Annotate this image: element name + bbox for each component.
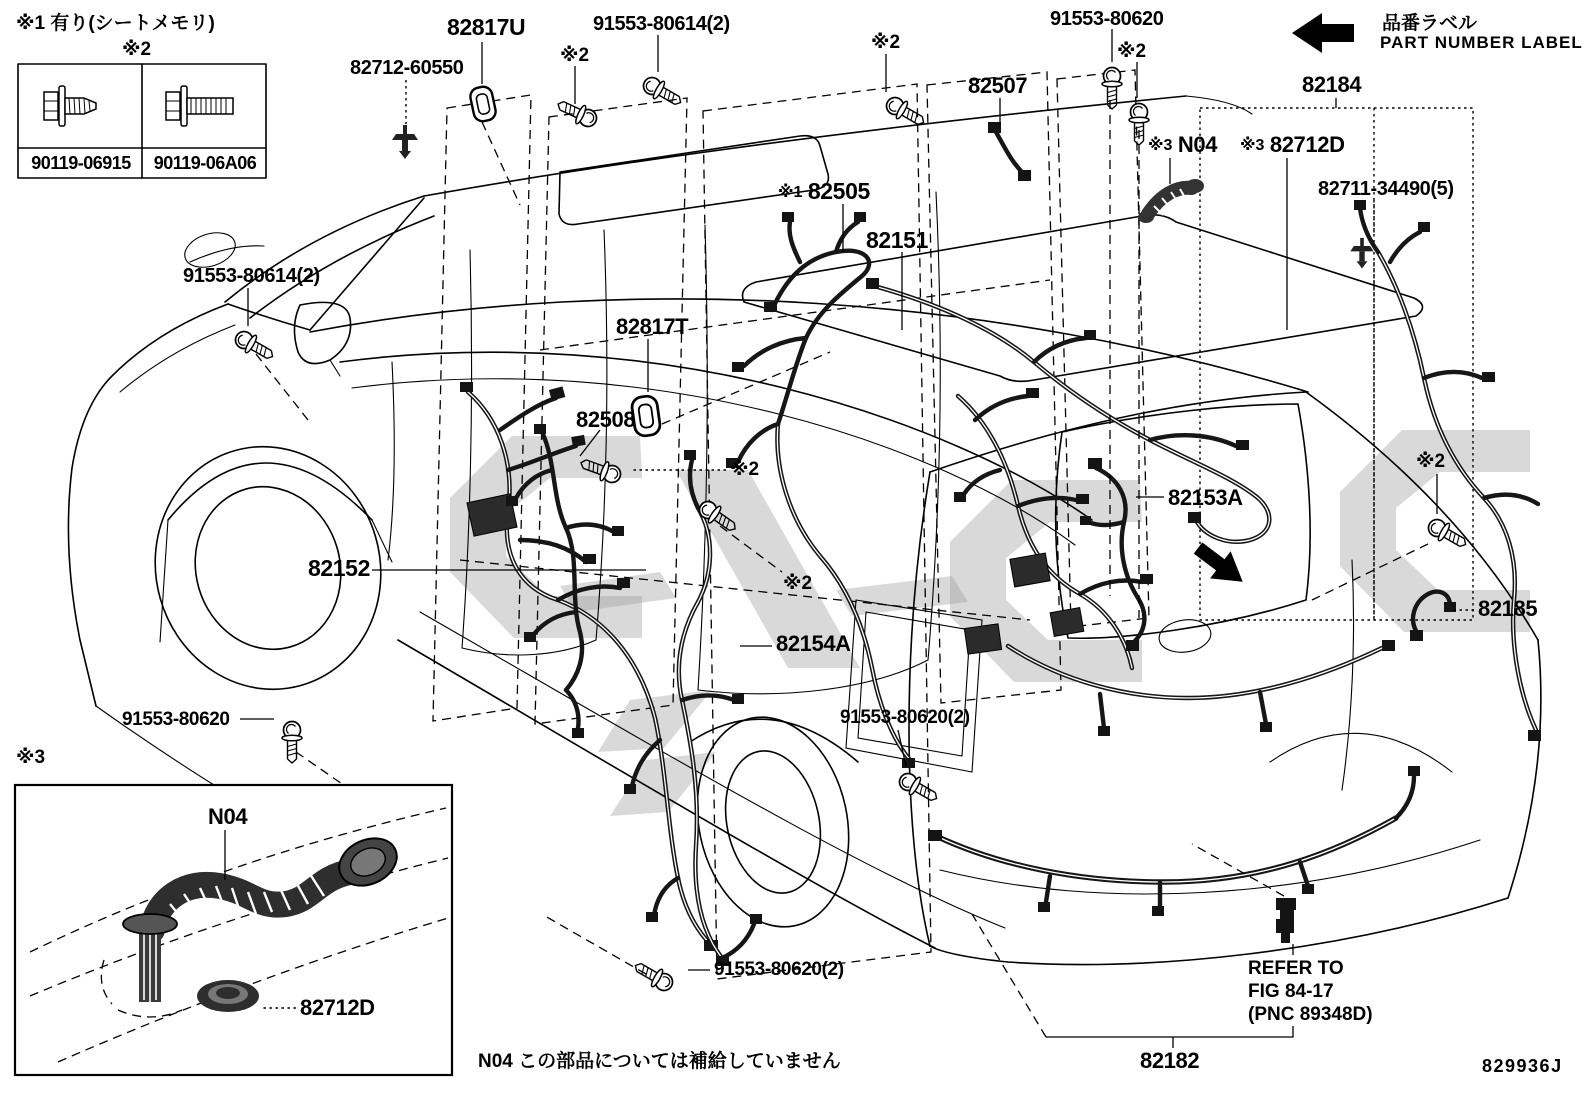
part-number: 82505 <box>807 178 870 204</box>
ref-marker-3: ※3 <box>1240 137 1265 154</box>
callout-82711-34490: 82711-34490(5) <box>1318 178 1454 200</box>
refer-note <box>1248 957 1373 1026</box>
callout-82184: 82184 <box>1302 72 1362 97</box>
callout-82153A: 82153A <box>1168 485 1243 510</box>
seat-memory-note: ※1 有り(シートメモリ) <box>16 13 215 34</box>
callout-82507: 82507 <box>968 73 1028 98</box>
part-number-label-arrow-icon <box>1292 13 1354 53</box>
callout-91553-80614-left: 91553-80614(2) <box>183 265 320 287</box>
ref-marker-2: ※2 <box>871 32 901 53</box>
watermark <box>450 430 1530 816</box>
callout-n04-inset: N04 <box>208 804 248 829</box>
callout-82712D-top <box>1240 134 1345 156</box>
part-number: 82712D <box>1269 132 1345 157</box>
callout-82712-60550: 82712-60550 <box>350 57 464 79</box>
grommet-icon <box>469 85 498 123</box>
callout-91553-80620-mid: 91553-80620(2) <box>840 707 970 728</box>
callout-82151: 82151 <box>866 227 928 253</box>
clip-icon <box>392 125 418 159</box>
ref-marker-3: ※3 <box>1148 137 1173 154</box>
ref-marker-3-inset: ※3 <box>16 747 46 768</box>
refer-line-2: FIG 84-17 <box>1248 981 1334 1002</box>
bolt-90119-06A06-icon <box>166 86 233 126</box>
screw-icon <box>1425 515 1471 553</box>
callout-82505 <box>778 180 870 203</box>
callout-91553-80614-top: 91553-80614(2) <box>593 13 730 35</box>
screw-icon <box>232 327 278 365</box>
callout-82508: 82508 <box>576 407 636 432</box>
callout-82182: 82182 <box>1140 1048 1200 1073</box>
callout-91553-80620-top: 91553-80620 <box>1050 8 1164 30</box>
screw-icon <box>896 769 942 807</box>
ref-marker-2: ※2 <box>783 573 813 594</box>
ref-marker-2: ※2 <box>1117 41 1147 62</box>
table-part-90119-06915: 90119-06915 <box>31 153 131 173</box>
part-number-label-en: PART NUMBER LABEL <box>1380 33 1583 52</box>
n04-tube-small <box>1138 179 1204 223</box>
callout-82152: 82152 <box>308 555 370 581</box>
bolt-90119-06915-icon <box>44 86 96 126</box>
callout-82712D-inset: 82712D <box>300 995 375 1020</box>
ref-marker-2: ※2 <box>1416 451 1446 472</box>
screw-icon <box>883 93 929 131</box>
n04-footnote: N04 この部品については補給していません <box>478 1051 841 1072</box>
part-number: N04 <box>1177 132 1218 157</box>
screw-icon <box>282 722 302 764</box>
callout-82817U: 82817U <box>447 14 526 40</box>
refer-connector <box>1276 898 1296 943</box>
grommet-icon <box>631 395 661 437</box>
part-number-label-jp: 品番ラベル <box>1382 13 1478 34</box>
callout-82185: 82185 <box>1478 596 1538 621</box>
screw-icon <box>630 957 676 995</box>
screw-icon <box>554 95 600 131</box>
ref-marker-1: ※1 <box>778 184 803 201</box>
part-82507 <box>988 122 1031 181</box>
callout-n04-top <box>1148 134 1217 156</box>
screw-icon <box>640 73 686 111</box>
refer-line-1: REFER TO <box>1248 958 1344 979</box>
callout-82817T: 82817T <box>616 314 689 339</box>
refer-line-3: (PNC 89348D) <box>1248 1004 1373 1025</box>
harness-rear-junction <box>954 388 1395 736</box>
callout-91553-80620-left: 91553-80620 <box>122 709 230 730</box>
ref-marker-2: ※2 <box>560 45 590 66</box>
drawing-code: 829936J <box>1482 1056 1563 1076</box>
callout-91553-80620-bottom: 91553-80620(2) <box>714 959 844 980</box>
table-part-90119-06A06: 90119-06A06 <box>153 153 257 173</box>
ref-marker-2-table: ※2 <box>122 39 152 60</box>
callout-82154A: 82154A <box>776 631 851 656</box>
ref-marker-2: ※2 <box>730 459 760 480</box>
grommet-82712D <box>197 980 259 1012</box>
